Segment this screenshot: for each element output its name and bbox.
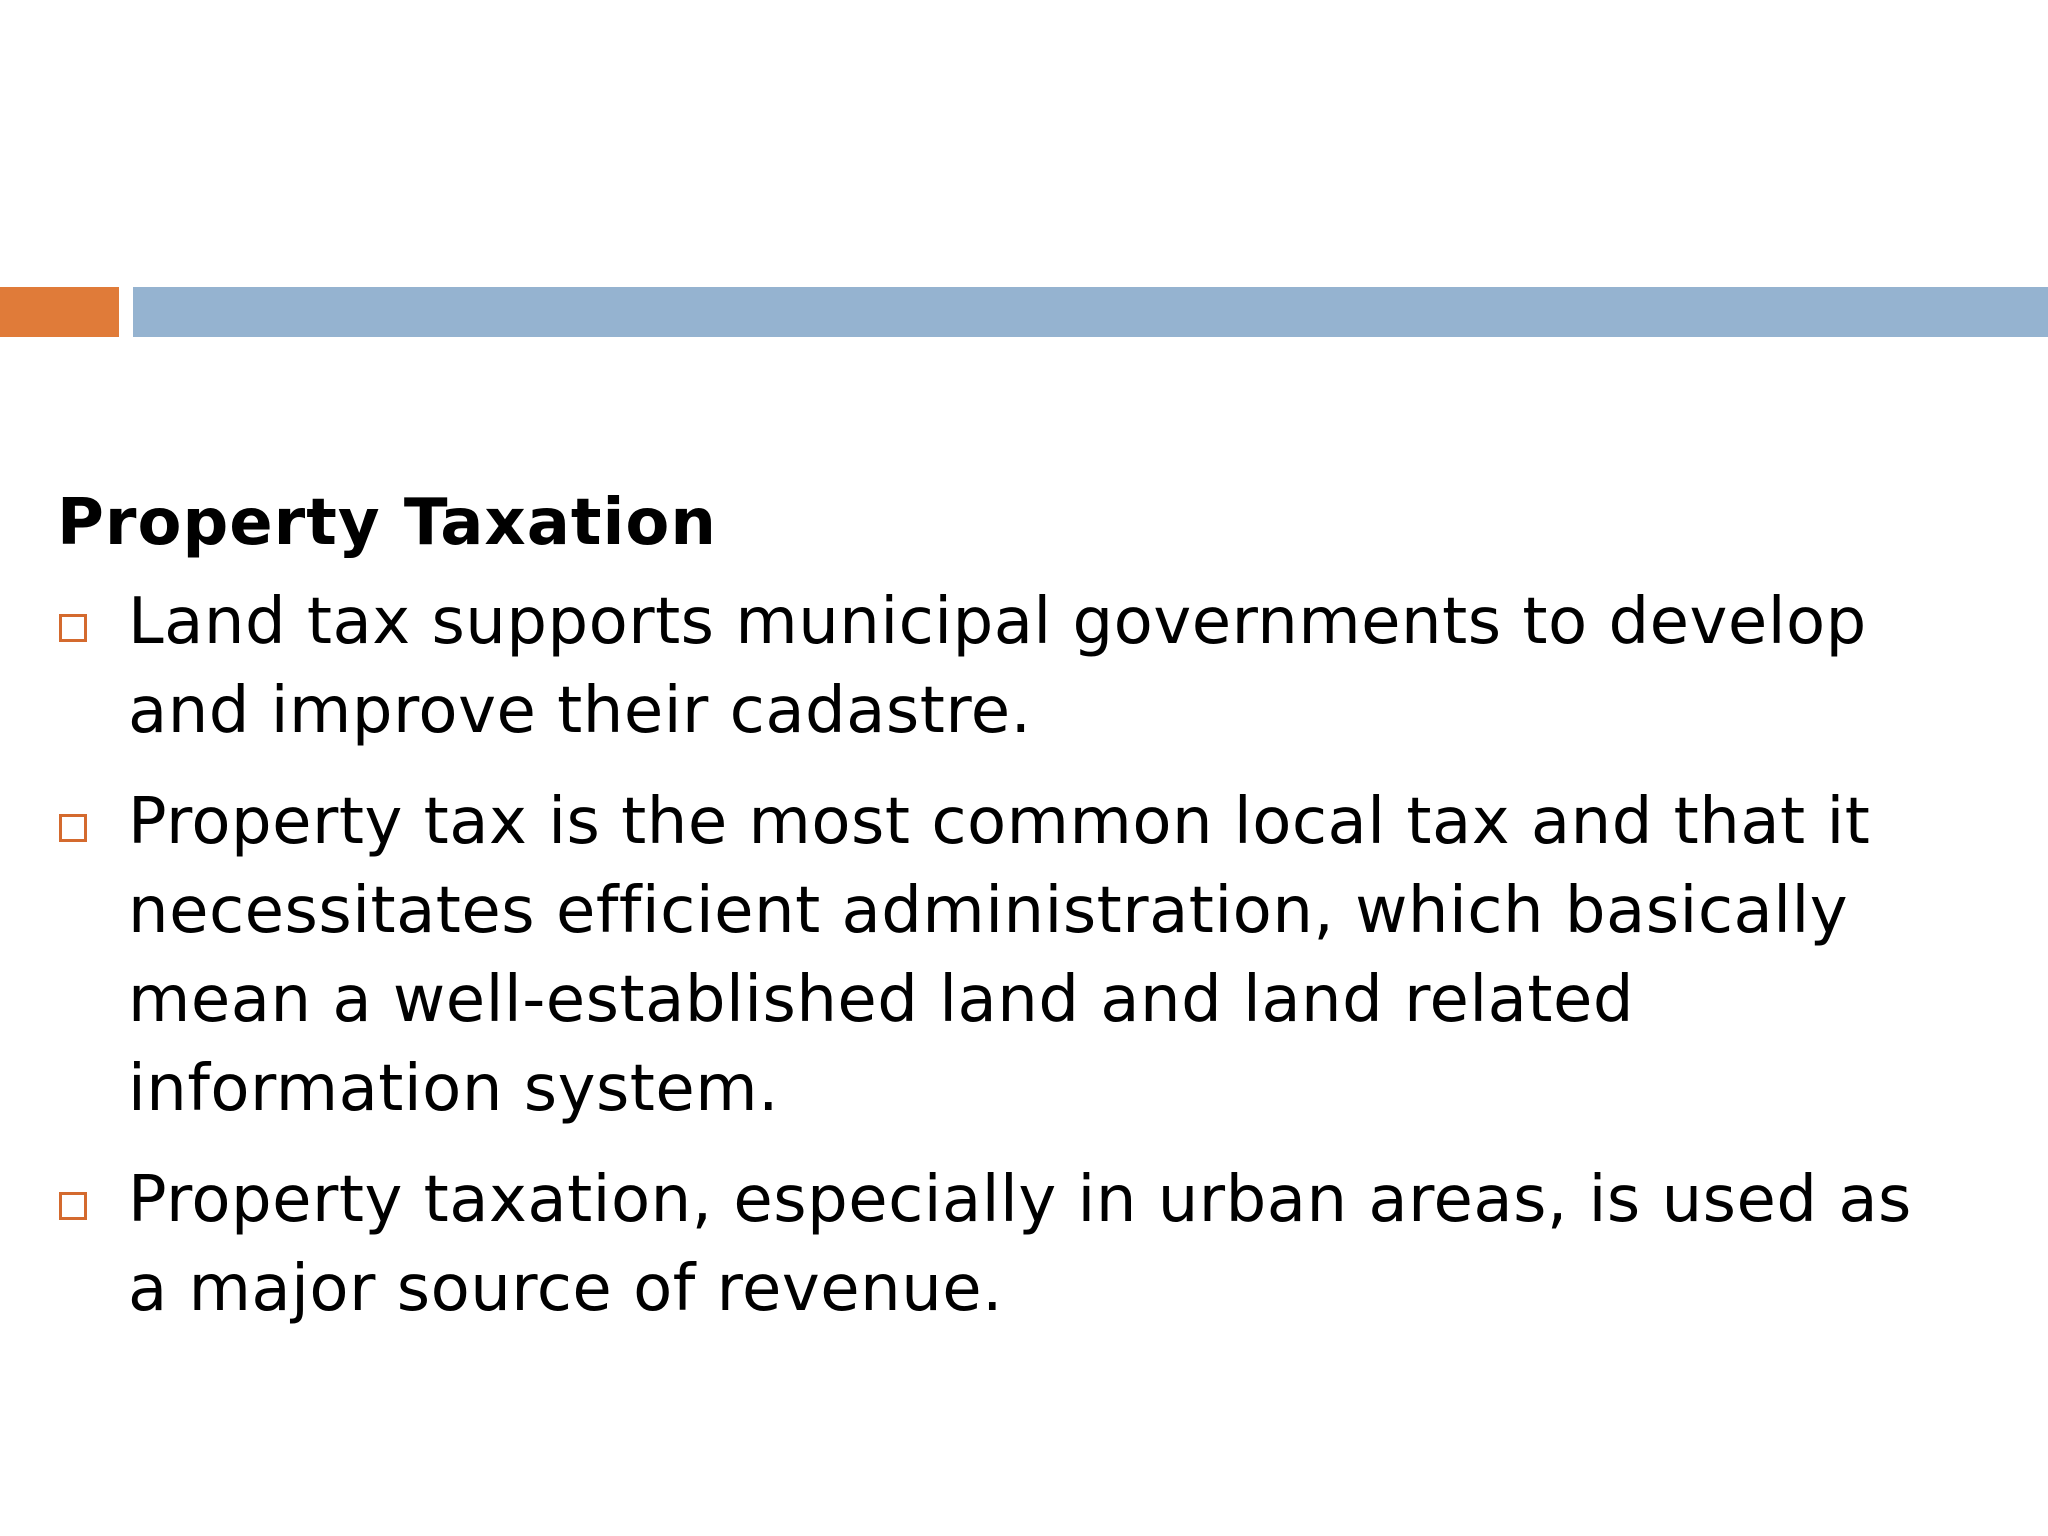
hollow-square-icon: [59, 814, 87, 842]
bullet-item: [57, 778, 1957, 1134]
bullet-text: Property tax is the most common local tax and that it necessitates efficient administration, which basically mean a well-established land and land related information system.: [128, 785, 1871, 1126]
bullet-text: Land tax supports municipal governments to develop and improve their cadastre.: [128, 585, 1867, 748]
bullet-list: [57, 578, 1957, 1334]
bullet-item: [57, 1156, 1957, 1334]
slide-heading: Property Taxation: [57, 486, 717, 560]
slide-content: [57, 468, 1957, 1356]
accent-bar-orange: [0, 287, 119, 337]
bullet-text: Property taxation, especially in urban areas, is used as a major source of revenue.: [128, 1163, 1912, 1326]
hollow-square-icon: [59, 1192, 87, 1220]
accent-bar-blue: [133, 287, 2048, 337]
bullet-item: [57, 578, 1957, 756]
hollow-square-icon: [59, 614, 87, 642]
